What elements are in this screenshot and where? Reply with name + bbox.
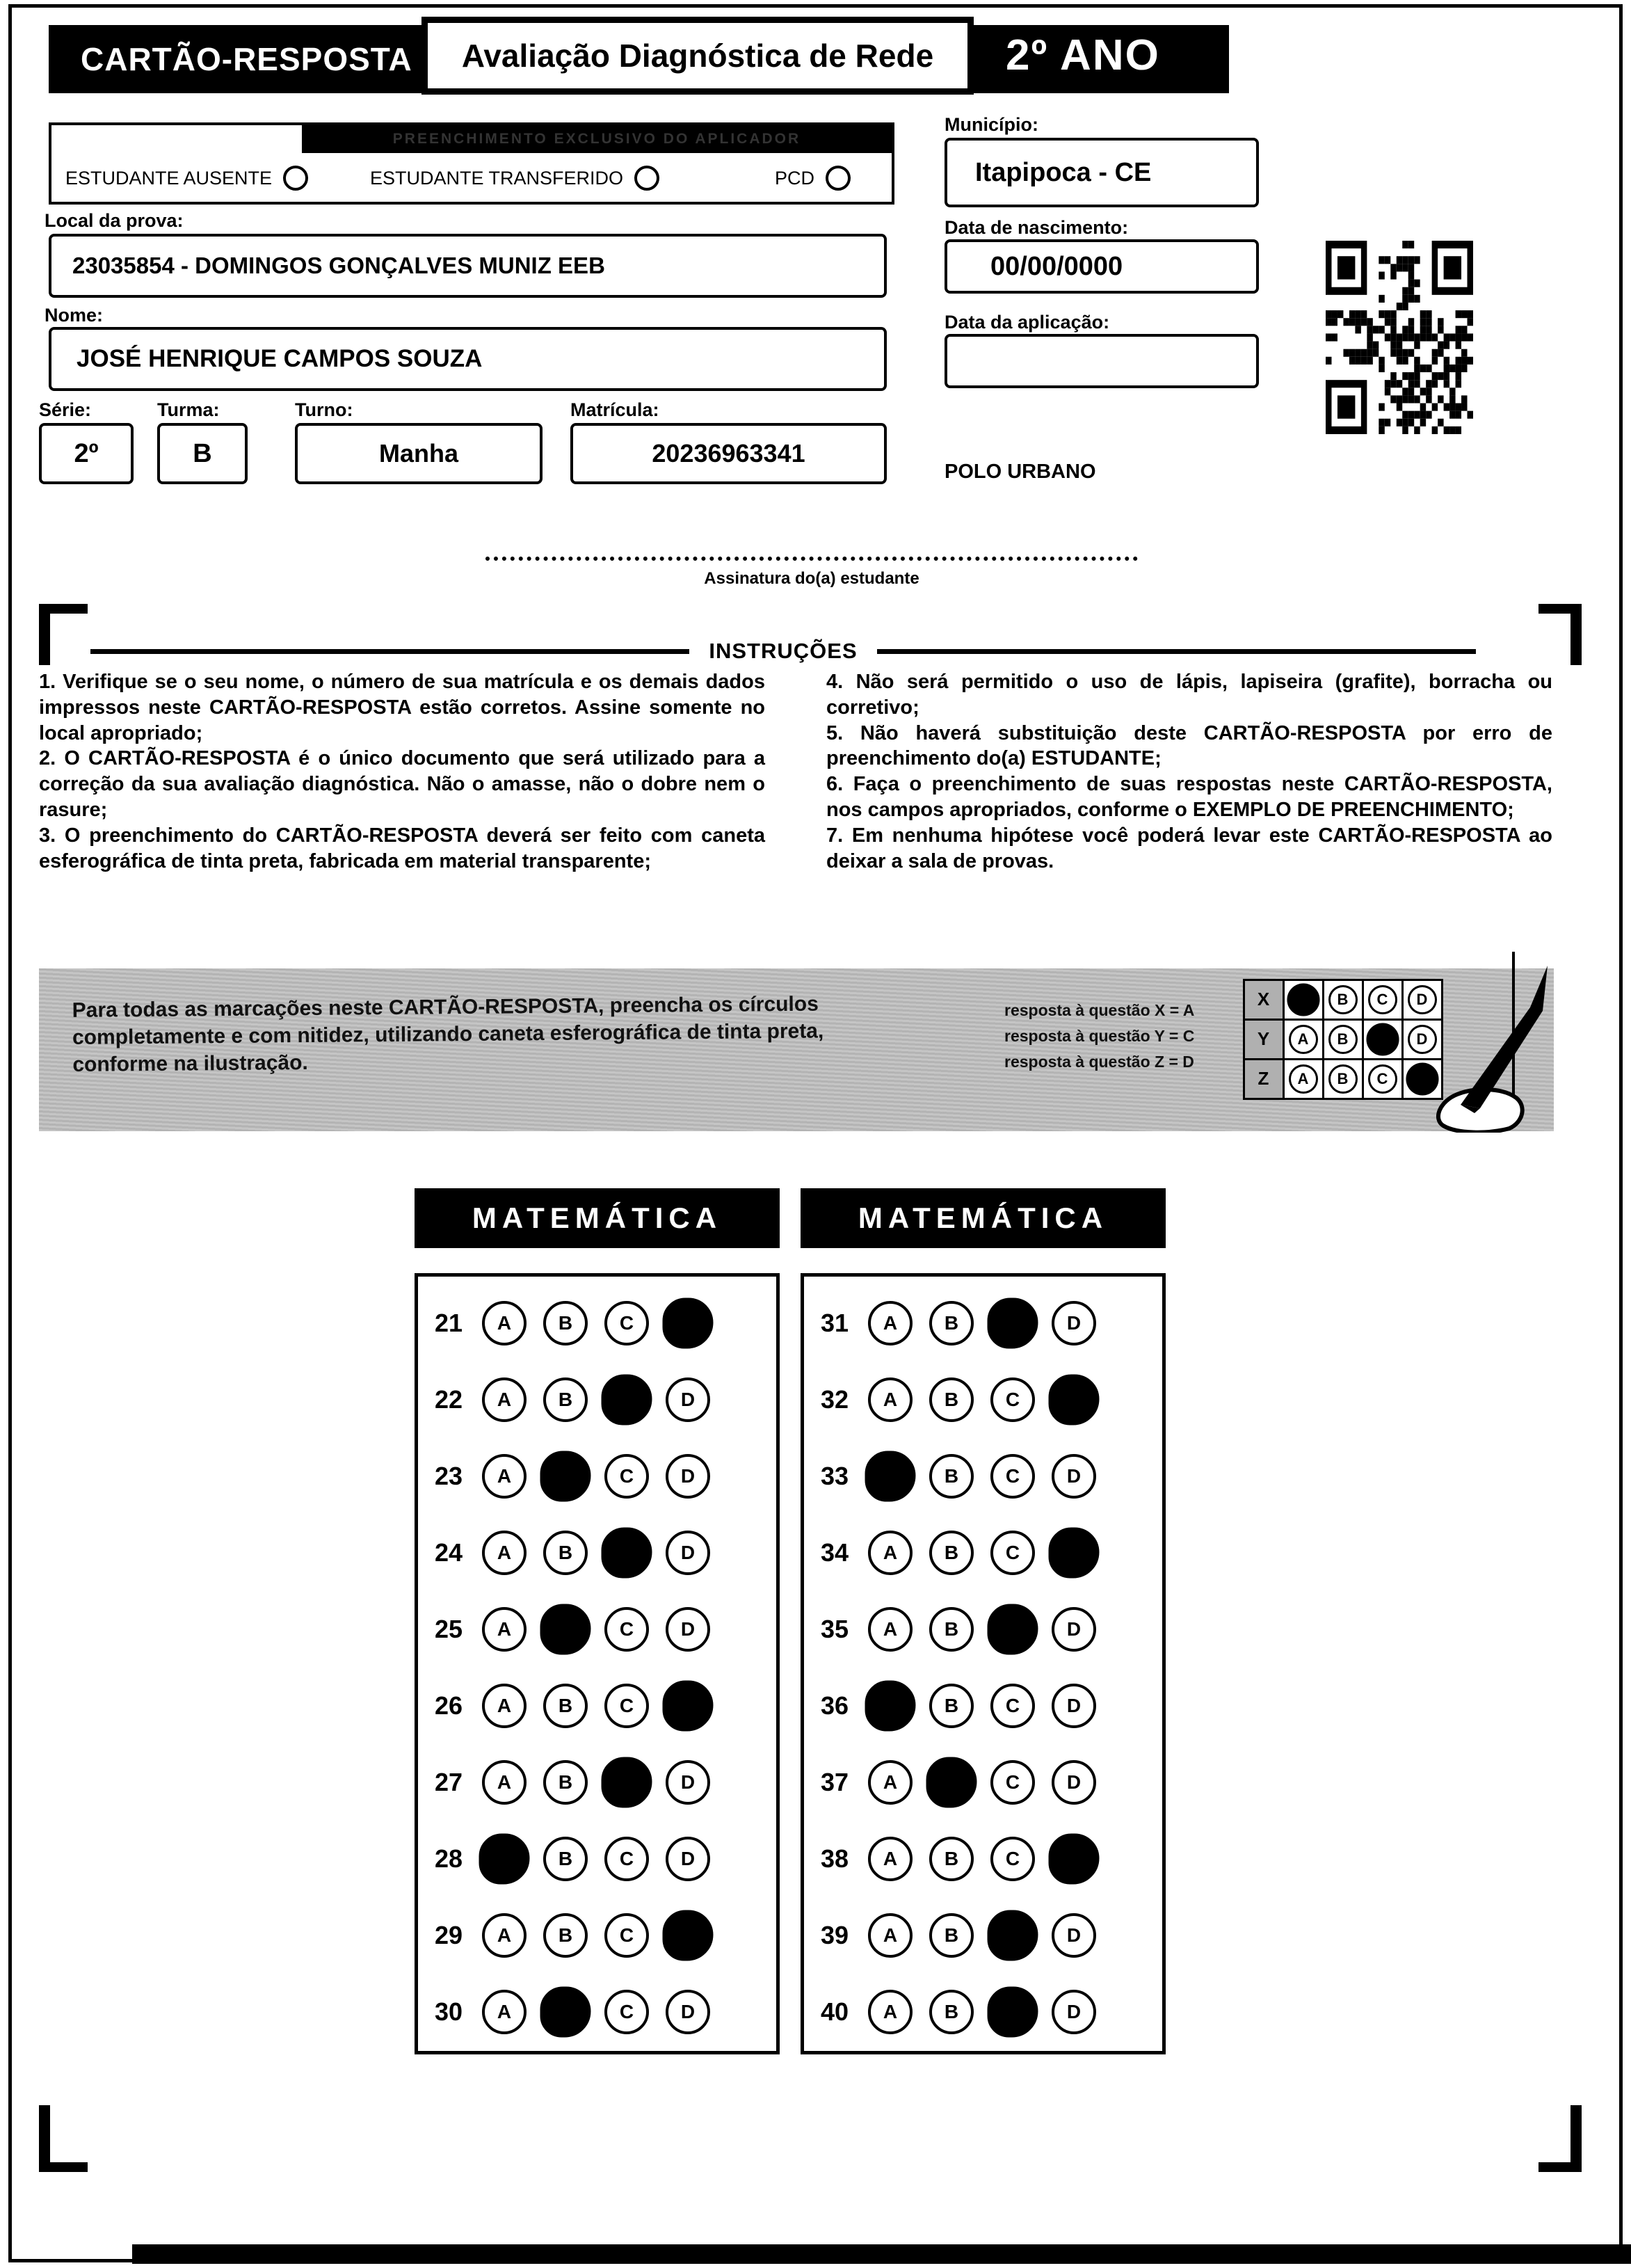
question-number: 38	[821, 1844, 849, 1873]
bubble-q39-C-filled[interactable]	[988, 1910, 1038, 1961]
example-grid-row	[1244, 1059, 1442, 1099]
bubble-q34-D-filled[interactable]	[1049, 1528, 1100, 1579]
bubble-q21-C[interactable]: C	[604, 1301, 649, 1345]
example-keys	[1004, 998, 1194, 1074]
bubble-q38-B[interactable]: B	[929, 1837, 974, 1881]
question-number: 28	[435, 1844, 463, 1873]
bubble-q21-A[interactable]: A	[482, 1301, 527, 1345]
question-row-34	[804, 1515, 1162, 1591]
section-title-2: MATEMÁTICA	[801, 1188, 1166, 1248]
instructions	[39, 669, 1552, 875]
signature-label: Assinatura do(a) estudante	[704, 569, 919, 588]
option-label: ESTUDANTE AUSENTE	[65, 167, 273, 189]
instructions-header	[90, 639, 1476, 664]
instructions-col-left	[39, 669, 765, 875]
bubble-q34-B[interactable]: B	[929, 1531, 974, 1575]
matricula-value-box: 20236963341	[570, 423, 887, 484]
bubble-q29-D-filled[interactable]	[663, 1910, 714, 1961]
serie-label: Série:	[39, 399, 92, 420]
bubble-q39-A[interactable]: A	[868, 1913, 913, 1958]
option-label: PCD	[775, 167, 815, 189]
answer-section-box	[415, 1273, 780, 2054]
example-cell	[1362, 979, 1404, 1021]
option-pcd	[775, 166, 851, 191]
answer-section-box	[801, 1273, 1166, 2054]
bubble-q39-D[interactable]: D	[1052, 1913, 1096, 1958]
qr-code	[1326, 241, 1473, 438]
bubble-q38-C[interactable]: C	[990, 1837, 1035, 1881]
bubble-q37-D[interactable]: D	[1052, 1760, 1096, 1805]
bubble-q26-C[interactable]: C	[604, 1684, 649, 1728]
example-cell	[1322, 1019, 1364, 1060]
bubble-q35-C-filled[interactable]	[988, 1604, 1038, 1655]
example-bubble-X-A-filled	[1287, 983, 1319, 1016]
bubble-q30-C[interactable]: C	[604, 1990, 649, 2034]
registration-mark-top-left	[39, 604, 88, 665]
question-row-24	[418, 1515, 776, 1591]
bubble-q27-B[interactable]: B	[543, 1760, 588, 1805]
bubble-q32-D-filled[interactable]	[1049, 1375, 1100, 1426]
exam-title-box	[421, 17, 974, 95]
local-value-box: 23035854 - DOMINGOS GONÇALVES MUNIZ EEB	[49, 234, 887, 298]
hand-pen-illustration	[1419, 959, 1565, 1133]
instructions-title: INSTRUÇÕES	[709, 639, 858, 663]
bubble-q26-D-filled[interactable]	[663, 1681, 714, 1732]
bubble-q28-B[interactable]: B	[543, 1837, 588, 1881]
example-bubble-Y-D: D	[1408, 1025, 1437, 1054]
bubble-q36-D[interactable]: D	[1052, 1684, 1096, 1728]
question-number: 22	[435, 1385, 463, 1414]
bubble-q34-A[interactable]: A	[868, 1531, 913, 1575]
bubble-q30-D[interactable]: D	[666, 1990, 710, 2034]
ausente-bubble[interactable]	[283, 166, 308, 191]
page-title: CARTÃO-RESPOSTA	[81, 41, 412, 77]
example-grid-row	[1244, 980, 1442, 1019]
bubble-q40-A[interactable]: A	[868, 1990, 913, 2034]
turno-value-box: Manha	[295, 423, 543, 484]
local-label: Local da prova:	[45, 210, 184, 231]
bubble-q32-B[interactable]: B	[929, 1377, 974, 1422]
registration-mark-top-right	[1538, 604, 1582, 665]
example-cell	[1283, 1058, 1324, 1100]
bubble-q37-B-filled[interactable]	[926, 1757, 977, 1808]
applicator-bar-label: PREENCHIMENTO EXCLUSIVO DO APLICADOR	[392, 131, 801, 147]
bubble-q36-A-filled[interactable]	[865, 1681, 916, 1732]
example-bubble-Z-A: A	[1289, 1064, 1318, 1094]
instructions-col-right	[826, 669, 1552, 875]
exam-title: Avaliação Diagnóstica de Rede	[461, 38, 934, 74]
question-row-22	[418, 1361, 776, 1438]
instruction-item: 1. Verifique se o seu nome, o número de sua matrícula e os demais dados impressos neste CARTÃO-RESPOSTA estão corretos. Assine somente no local apropriado;	[39, 671, 765, 744]
bubble-q24-A[interactable]: A	[482, 1531, 527, 1575]
instruction-item: 6. Faça o preenchimento de suas respostas neste CARTÃO-RESPOSTA, nos campos apropriados, conforme o EXEMPLO DE PREENCHIMENTO;	[826, 773, 1552, 822]
question-row-37	[804, 1744, 1162, 1821]
applicator-bar	[302, 125, 892, 153]
bubble-q26-B[interactable]: B	[543, 1684, 588, 1728]
example-key-line: resposta à questão Z = D	[1004, 1052, 1194, 1071]
question-number: 26	[435, 1691, 463, 1720]
bubble-q37-A[interactable]: A	[868, 1760, 913, 1805]
polo-label: POLO URBANO	[945, 461, 1096, 483]
question-number: 24	[435, 1538, 463, 1567]
question-number: 30	[435, 1997, 463, 2026]
pcd-bubble[interactable]	[826, 166, 851, 191]
example-bubble-Z-B: B	[1328, 1064, 1358, 1094]
example-grid	[1244, 980, 1442, 1099]
example-cell	[1283, 1019, 1324, 1060]
bubble-q26-A[interactable]: A	[482, 1684, 527, 1728]
bubble-q36-B[interactable]: B	[929, 1684, 974, 1728]
question-number: 37	[821, 1768, 849, 1796]
instruction-item: 5. Não haverá substituição deste CARTÃO-RESPOSTA por erro de preenchimento do(a) ESTUDANTE;	[826, 721, 1552, 770]
nascimento-value-box: 00/00/0000	[945, 239, 1259, 294]
question-row-33	[804, 1438, 1162, 1515]
nascimento-label: Data de nascimento:	[945, 217, 1129, 238]
bubble-q33-A-filled[interactable]	[865, 1451, 916, 1502]
question-number: 29	[435, 1921, 463, 1949]
municipio-label: Município:	[945, 114, 1038, 135]
registration-mark-bottom-right	[1538, 2105, 1582, 2172]
example-bubble-X-C: C	[1368, 985, 1397, 1014]
registration-mark-bottom-left	[39, 2105, 88, 2172]
example-bubble-Z-C: C	[1368, 1064, 1397, 1094]
bubble-q25-B-filled[interactable]	[540, 1604, 591, 1655]
bubble-q22-C-filled[interactable]	[602, 1375, 652, 1426]
bubble-q22-D[interactable]: D	[666, 1377, 710, 1422]
bubble-q25-C[interactable]: C	[604, 1607, 649, 1652]
matricula-label: Matrícula:	[570, 399, 659, 420]
bubble-q24-D[interactable]: D	[666, 1531, 710, 1575]
turno-label: Turno:	[295, 399, 353, 420]
rule-line	[90, 649, 689, 654]
bubble-q25-D[interactable]: D	[666, 1607, 710, 1652]
example-row-label: Z	[1243, 1058, 1285, 1100]
question-row-28	[418, 1821, 776, 1897]
bubble-q36-C[interactable]: C	[990, 1684, 1035, 1728]
bubble-q33-B[interactable]: B	[929, 1454, 974, 1499]
section-title-1: MATEMÁTICA	[415, 1188, 780, 1248]
bubble-q40-B[interactable]: B	[929, 1990, 974, 2034]
bubble-q27-C-filled[interactable]	[602, 1757, 652, 1808]
bubble-q27-D[interactable]: D	[666, 1760, 710, 1805]
bubble-q33-C[interactable]: C	[990, 1454, 1035, 1499]
bubble-q32-C[interactable]: C	[990, 1377, 1035, 1422]
question-number: 23	[435, 1462, 463, 1490]
example-cell	[1362, 1058, 1404, 1100]
bubble-q37-C[interactable]: C	[990, 1760, 1035, 1805]
example-key-line: resposta à questão X = A	[1004, 1001, 1195, 1019]
turma-value-box: B	[157, 423, 248, 484]
transferido-bubble[interactable]	[634, 166, 659, 191]
bubble-q31-A[interactable]: A	[868, 1301, 913, 1345]
question-row-32	[804, 1361, 1162, 1438]
instruction-item: 4. Não será permitido o uso de lápis, lapiseira (grafite), borracha ou corretivo;	[826, 671, 1552, 719]
bubble-q31-D[interactable]: D	[1052, 1301, 1096, 1345]
question-number: 33	[821, 1462, 849, 1490]
question-row-31	[804, 1285, 1162, 1361]
bubble-q30-A[interactable]: A	[482, 1990, 527, 2034]
bubble-q21-B[interactable]: B	[543, 1301, 588, 1345]
grade-label: 2º ANO	[1006, 31, 1160, 79]
example-bubble-X-D: D	[1408, 985, 1437, 1014]
bubble-q38-A[interactable]: A	[868, 1837, 913, 1881]
bubble-q21-D-filled[interactable]	[663, 1298, 714, 1349]
bubble-q39-B[interactable]: B	[929, 1913, 974, 1958]
example-row-label: Y	[1243, 1019, 1285, 1060]
question-row-39	[804, 1897, 1162, 1974]
nome-label: Nome:	[45, 305, 104, 326]
option-estudante-ausente	[65, 166, 308, 191]
example-key-line: resposta à questão Y = C	[1004, 1026, 1195, 1045]
applicator-box	[49, 122, 894, 205]
bubble-q23-C[interactable]: C	[604, 1454, 649, 1499]
municipio-value-box: Itapipoca - CE	[945, 138, 1259, 207]
example-bubble-X-B: B	[1328, 985, 1358, 1014]
question-row-23	[418, 1438, 776, 1515]
bubble-q29-A[interactable]: A	[482, 1913, 527, 1958]
question-row-36	[804, 1668, 1162, 1744]
example-paragraph: Para todas as marcações neste CARTÃO-RESPOSTA, preencha os círculos completamente e com nitidez, utilizando caneta esferográfica de tinta preta, conforme na ilustração.	[72, 992, 824, 1076]
question-row-29	[418, 1897, 776, 1974]
example-bubble-Y-A: A	[1289, 1025, 1318, 1054]
example-grid-row	[1244, 1019, 1442, 1059]
bubble-q24-C-filled[interactable]	[602, 1528, 652, 1579]
bubble-q35-A[interactable]: A	[868, 1607, 913, 1652]
question-number: 21	[435, 1309, 463, 1337]
question-row-40	[804, 1974, 1162, 2050]
bubble-q23-D[interactable]: D	[666, 1454, 710, 1499]
signature-line	[485, 557, 1138, 561]
rule-line	[877, 649, 1476, 654]
bubble-q34-C[interactable]: C	[990, 1531, 1035, 1575]
example-box	[39, 968, 1554, 1131]
bubble-q28-C[interactable]: C	[604, 1837, 649, 1881]
question-number: 32	[821, 1385, 849, 1414]
question-number: 31	[821, 1309, 849, 1337]
bubble-q23-A[interactable]: A	[482, 1454, 527, 1499]
question-number: 40	[821, 1997, 849, 2026]
question-row-25	[418, 1591, 776, 1668]
bubble-q38-D-filled[interactable]	[1049, 1834, 1100, 1885]
question-row-21	[418, 1285, 776, 1361]
bubble-q23-B-filled[interactable]	[540, 1451, 591, 1502]
example-cell	[1283, 979, 1324, 1021]
bubble-q24-B[interactable]: B	[543, 1531, 588, 1575]
bubble-q40-D[interactable]: D	[1052, 1990, 1096, 2034]
bubble-q22-A[interactable]: A	[482, 1377, 527, 1422]
bubble-q29-B[interactable]: B	[543, 1913, 588, 1958]
bubble-q28-D[interactable]: D	[666, 1837, 710, 1881]
bubble-q30-B-filled[interactable]	[540, 1987, 591, 2038]
example-bubble-Y-C-filled	[1366, 1023, 1399, 1055]
example-row-label: X	[1243, 979, 1285, 1021]
bubble-q32-A[interactable]: A	[868, 1377, 913, 1422]
instruction-item: 3. O preenchimento do CARTÃO-RESPOSTA deverá ser feito com caneta esferográfica de tinta preta, fabricada em material transparente;	[39, 824, 765, 872]
serie-value-box: 2º	[39, 423, 134, 484]
question-row-26	[418, 1668, 776, 1744]
bubble-q35-D[interactable]: D	[1052, 1607, 1096, 1652]
example-bubble-Y-B: B	[1328, 1025, 1358, 1054]
example-cell	[1322, 1058, 1364, 1100]
example-cell	[1322, 979, 1364, 1021]
option-label: ESTUDANTE TRANSFERIDO	[370, 167, 624, 189]
bubble-q27-A[interactable]: A	[482, 1760, 527, 1805]
bubble-q35-B[interactable]: B	[929, 1607, 974, 1652]
question-number: 35	[821, 1615, 849, 1643]
turma-label: Turma:	[157, 399, 220, 420]
question-row-27	[418, 1744, 776, 1821]
bubble-q25-A[interactable]: A	[482, 1607, 527, 1652]
aplicacao-value-box	[945, 334, 1259, 388]
question-row-30	[418, 1974, 776, 2050]
bubble-q31-C-filled[interactable]	[988, 1298, 1038, 1349]
aplicacao-label: Data da aplicação:	[945, 312, 1110, 333]
question-row-35	[804, 1591, 1162, 1668]
bubble-q29-C[interactable]: C	[604, 1913, 649, 1958]
question-number: 39	[821, 1921, 849, 1949]
bubble-q28-A-filled[interactable]	[479, 1834, 530, 1885]
scan-artifact-bar	[132, 2244, 1631, 2264]
instruction-item: 7. Em nenhuma hipótese você poderá levar este CARTÃO-RESPOSTA ao deixar a sala de provas.	[826, 824, 1552, 872]
question-row-38	[804, 1821, 1162, 1897]
question-number: 25	[435, 1615, 463, 1643]
nome-value-box: JOSÉ HENRIQUE CAMPOS SOUZA	[49, 327, 887, 391]
bubble-q22-B[interactable]: B	[543, 1377, 588, 1422]
question-number: 27	[435, 1768, 463, 1796]
example-cell	[1362, 1019, 1404, 1060]
question-number: 36	[821, 1691, 849, 1720]
question-number: 34	[821, 1538, 849, 1567]
option-estudante-transferido	[370, 166, 659, 191]
instruction-item: 2. O CARTÃO-RESPOSTA é o único documento que será utilizado para a correção da sua avaliação diagnóstica. Não o amasse, não o dobre nem o rasure;	[39, 747, 765, 822]
bubble-q31-B[interactable]: B	[929, 1301, 974, 1345]
bubble-q40-C-filled[interactable]	[988, 1987, 1038, 2038]
bubble-q33-D[interactable]: D	[1052, 1454, 1096, 1499]
